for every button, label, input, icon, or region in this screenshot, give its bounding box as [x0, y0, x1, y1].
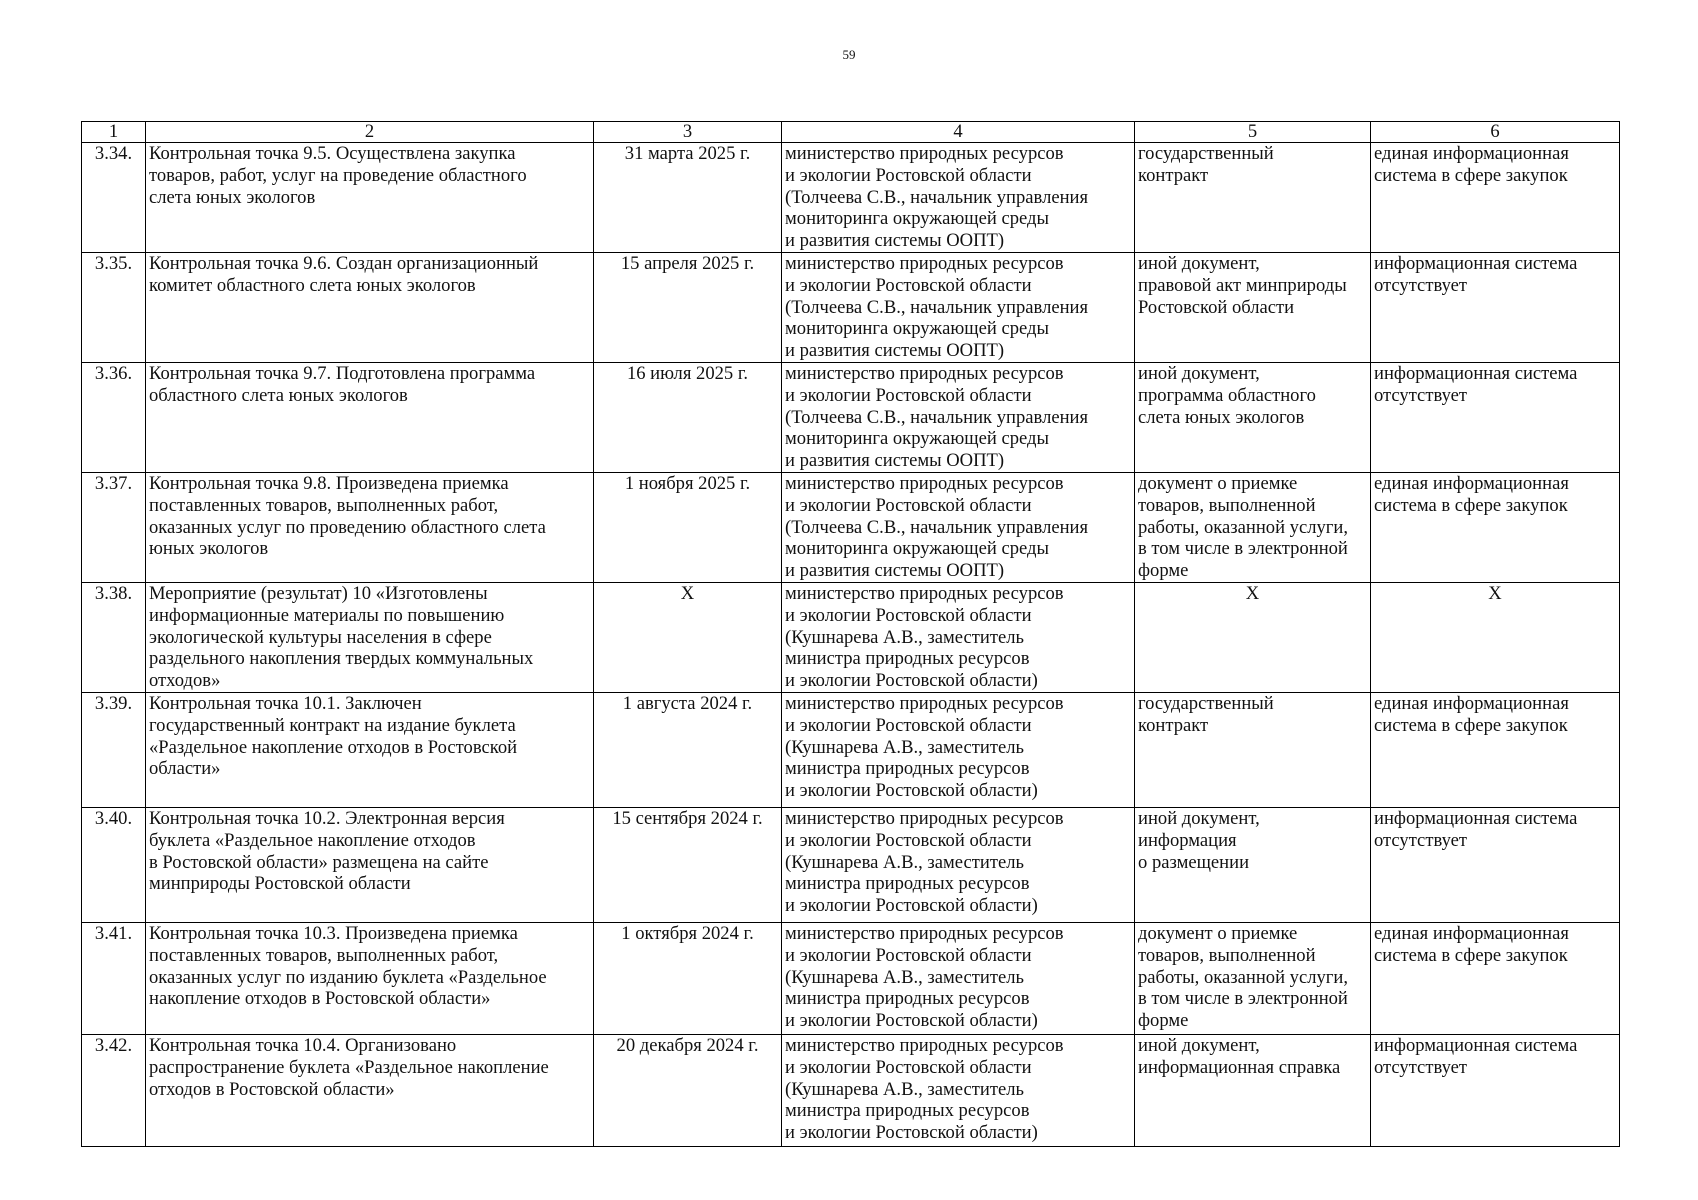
- information-system: единая информационная система в сфере закупок: [1371, 923, 1620, 1035]
- row-number: 3.34.: [82, 143, 146, 253]
- confirmation-document: иной документ, информация о размещении: [1135, 808, 1371, 923]
- event-name: Контрольная точка 10.4. Организовано распространение буклета «Раздельное накопление отходов в Ростовской области»: [146, 1035, 594, 1147]
- event-name: Контрольная точка 9.7. Подготовлена программа областного слета юных экологов: [146, 363, 594, 473]
- responsible-executor: министерство природных ресурсов и экологии Ростовской области (Кушнарева А.В., заместитель министра природных ресурсов и экологии Ростовской области): [782, 693, 1135, 808]
- deadline-date: X: [594, 583, 782, 693]
- responsible-executor: министерство природных ресурсов и экологии Ростовской области (Кушнарева А.В., заместитель министра природных ресурсов и экологии Ростовской области): [782, 808, 1135, 923]
- table-row: [82, 143, 1620, 253]
- column-number: 4: [782, 122, 1135, 143]
- plan-table-body: [82, 122, 1620, 1147]
- row-number: 3.42.: [82, 1035, 146, 1147]
- confirmation-document: иной документ, информационная справка: [1135, 1035, 1371, 1147]
- deadline-date: 1 августа 2024 г.: [594, 693, 782, 808]
- information-system: единая информационная система в сфере закупок: [1371, 693, 1620, 808]
- row-number: 3.38.: [82, 583, 146, 693]
- table-row: [82, 583, 1620, 693]
- deadline-date: 1 октября 2024 г.: [594, 923, 782, 1035]
- column-number: 2: [146, 122, 594, 143]
- event-name: Контрольная точка 9.8. Произведена приемка поставленных товаров, выполненных работ, оказанных услуг по проведению областного слета юных экологов: [146, 473, 594, 583]
- table-row: [82, 473, 1620, 583]
- confirmation-document: документ о приемке товаров, выполненной работы, оказанной услуги, в том числе в электронной форме: [1135, 473, 1371, 583]
- column-number: 5: [1135, 122, 1371, 143]
- table-row: [82, 1035, 1620, 1147]
- confirmation-document: иной документ, правовой акт минприроды Ростовской области: [1135, 253, 1371, 363]
- event-name: Контрольная точка 9.5. Осуществлена закупка товаров, работ, услуг на проведение областного слета юных экологов: [146, 143, 594, 253]
- deadline-date: 15 апреля 2025 г.: [594, 253, 782, 363]
- page-number: 59: [842, 47, 856, 62]
- row-number: 3.35.: [82, 253, 146, 363]
- information-system: единая информационная система в сфере закупок: [1371, 143, 1620, 253]
- responsible-executor: министерство природных ресурсов и экологии Ростовской области (Толчеева С.В., начальник управления мониторинга окружающей среды и развития системы ООПТ): [782, 473, 1135, 583]
- confirmation-document: государственный контракт: [1135, 143, 1371, 253]
- column-number: 1: [82, 122, 146, 143]
- deadline-date: 1 ноября 2025 г.: [594, 473, 782, 583]
- column-number: 3: [594, 122, 782, 143]
- responsible-executor: министерство природных ресурсов и экологии Ростовской области (Кушнарева А.В., заместитель министра природных ресурсов и экологии Ростовской области): [782, 923, 1135, 1035]
- responsible-executor: министерство природных ресурсов и экологии Ростовской области (Толчеева С.В., начальник управления мониторинга окружающей среды и развития системы ООПТ): [782, 143, 1135, 253]
- confirmation-document: иной документ, программа областного слета юных экологов: [1135, 363, 1371, 473]
- deadline-date: 31 марта 2025 г.: [594, 143, 782, 253]
- deadline-date: 15 сентября 2024 г.: [594, 808, 782, 923]
- responsible-executor: министерство природных ресурсов и экологии Ростовской области (Толчеева С.В., начальник управления мониторинга окружающей среды и развития системы ООПТ): [782, 363, 1135, 473]
- row-number: 3.37.: [82, 473, 146, 583]
- responsible-executor: министерство природных ресурсов и экологии Ростовской области (Толчеева С.В., начальник управления мониторинга окружающей среды и развития системы ООПТ): [782, 253, 1135, 363]
- information-system: единая информационная система в сфере закупок: [1371, 473, 1620, 583]
- column-number: 6: [1371, 122, 1620, 143]
- information-system: информационная система отсутствует: [1371, 1035, 1620, 1147]
- table-row: [82, 808, 1620, 923]
- event-name: Контрольная точка 10.1. Заключен государственный контракт на издание буклета «Раздельное накопление отходов в Ростовской области»: [146, 693, 594, 808]
- row-number: 3.40.: [82, 808, 146, 923]
- deadline-date: 20 декабря 2024 г.: [594, 1035, 782, 1147]
- information-system: информационная система отсутствует: [1371, 253, 1620, 363]
- row-number: 3.36.: [82, 363, 146, 473]
- confirmation-document: X: [1135, 583, 1371, 693]
- plan-table: [81, 121, 1620, 1147]
- event-name: Контрольная точка 10.2. Электронная версия буклета «Раздельное накопление отходов в Ростовской области» размещена на сайте минприроды Ростовской области: [146, 808, 594, 923]
- table-row: [82, 253, 1620, 363]
- deadline-date: 16 июля 2025 г.: [594, 363, 782, 473]
- information-system: информационная система отсутствует: [1371, 363, 1620, 473]
- table-row: [82, 923, 1620, 1035]
- event-name: Контрольная точка 9.6. Создан организационный комитет областного слета юных экологов: [146, 253, 594, 363]
- responsible-executor: министерство природных ресурсов и экологии Ростовской области (Кушнарева А.В., заместитель министра природных ресурсов и экологии Ростовской области): [782, 583, 1135, 693]
- column-number-row: [82, 122, 1620, 143]
- responsible-executor: министерство природных ресурсов и экологии Ростовской области (Кушнарева А.В., заместитель министра природных ресурсов и экологии Ростовской области): [782, 1035, 1135, 1147]
- information-system: информационная система отсутствует: [1371, 808, 1620, 923]
- row-number: 3.39.: [82, 693, 146, 808]
- table-row: [82, 693, 1620, 808]
- event-name: Контрольная точка 10.3. Произведена приемка поставленных товаров, выполненных работ, оказанных услуг по изданию буклета «Раздельное накопление отходов в Ростовской области»: [146, 923, 594, 1035]
- table-row: [82, 363, 1620, 473]
- event-name: Мероприятие (результат) 10 «Изготовлены информационные материалы по повышению экологической культуры населения в сфере раздельного накопления твердых коммунальных отходов»: [146, 583, 594, 693]
- row-number: 3.41.: [82, 923, 146, 1035]
- information-system: X: [1371, 583, 1620, 693]
- confirmation-document: документ о приемке товаров, выполненной работы, оказанной услуги, в том числе в электронной форме: [1135, 923, 1371, 1035]
- confirmation-document: государственный контракт: [1135, 693, 1371, 808]
